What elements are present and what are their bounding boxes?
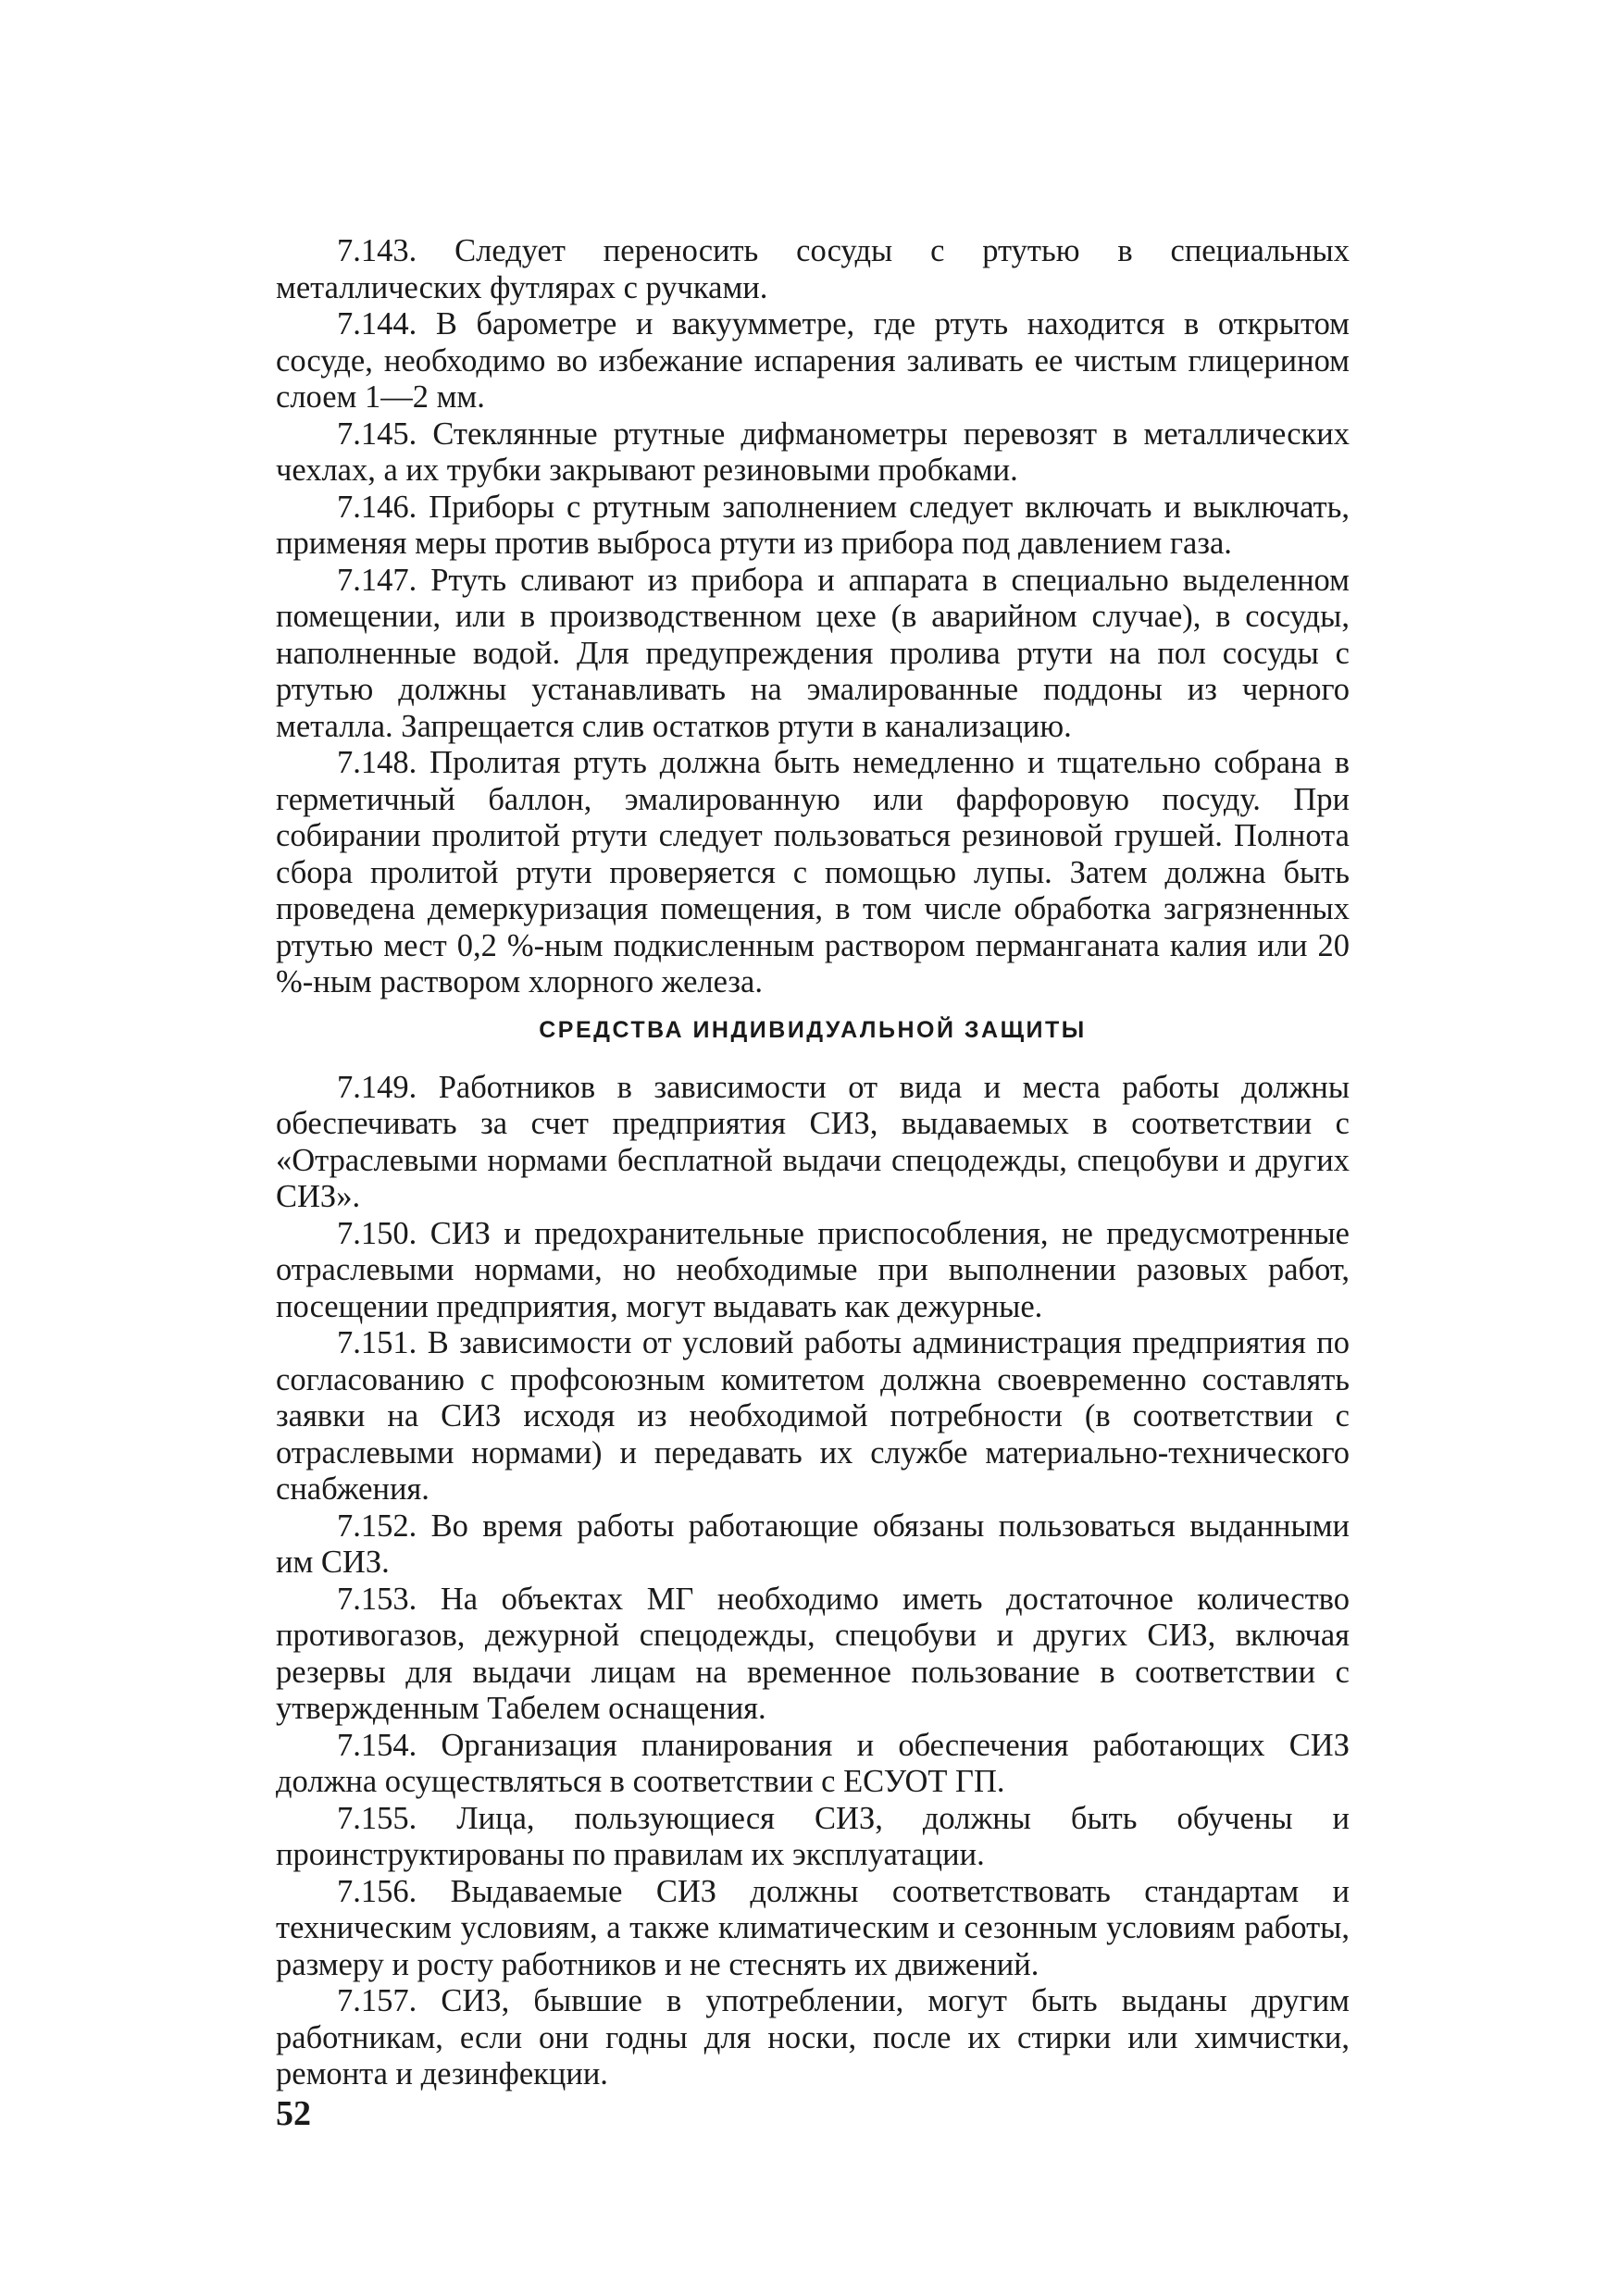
paragraph-7-156: 7.156. Выдаваемые СИЗ должны соответствовать стандартам и техническим условиям, а также климатическим и сезонным условиям работы, размеру и росту работников и не стеснять их движений. — [276, 1873, 1350, 1982]
paragraph-7-153: 7.153. На объектах МГ необходимо иметь достаточное количество противогазов, дежурной спецодежды, спецобуви и других СИЗ, включая резервы для выдачи лицам на временное пользование в соответствии с утвержденным Табелем оснащения. — [276, 1581, 1350, 1726]
section-heading: СРЕДСТВА ИНДИВИДУАЛЬНОЙ ЗАЩИТЫ — [539, 1016, 1087, 1043]
paragraph-7-147: 7.147. Ртуть сливают из прибора и аппарата в специально выделенном помещении, или в производственном цехе (в аварийном случае), в сосуды, наполненные водой. Для предупреждения пролива ртути на пол сосуды с ртутью должны устанавливать на эмалированные поддоны из черного металла. Запрещается слив остатков ртути в канализацию. — [276, 562, 1350, 744]
paragraph-7-145: 7.145. Стеклянные ртутные дифманометры перевозят в металлических чехлах, а их трубки закрывают резиновыми пробками. — [276, 416, 1350, 488]
paragraph-7-143: 7.143. Следует переносить сосуды с ртутью в специальных металлических футлярах с ручками. — [276, 233, 1350, 305]
page-body — [276, 233, 1350, 2093]
paragraph-7-146: 7.146. Приборы с ртутным заполнением следует включать и выключать, применяя меры против выброса ртути из прибора под давлением газа. — [276, 489, 1350, 561]
paragraph-7-157: 7.157. СИЗ, бывшие в употреблении, могут быть выданы другим работникам, если они годны для носки, после их стирки или химчистки, ремонта и дезинфекции. — [276, 1983, 1350, 2091]
paragraph-7-155: 7.155. Лица, пользующиеся СИЗ, должны быть обучены и проинструктированы по правилам их эксплуатации. — [276, 1800, 1350, 1872]
paragraph-7-152: 7.152. Во время работы работающие обязаны пользоваться выданными им СИЗ. — [276, 1508, 1350, 1580]
paragraph-7-144: 7.144. В барометре и вакуумметре, где ртуть находится в открытом сосуде, необходимо во избежание испарения заливать ее чистым глицерином слоем 1—2 мм. — [276, 306, 1350, 415]
page-number: 52 — [276, 2094, 311, 2133]
paragraph-7-148: 7.148. Пролитая ртуть должна быть немедленно и тщательно собрана в герметичный баллон, эмалированную или фарфоровую посуду. При собирании пролитой ртути следует пользоваться резиновой грушей. Полнота сбора пролитой ртути проверяется с помощью лупы. Затем должна быть проведена демеркуризация помещения, в том числе обработка загрязненных ртутью мест 0,2 %-ным подкисленным раствором перманганата калия или 20 %-ным раствором хлорного железа. — [276, 745, 1350, 999]
paragraph-7-154: 7.154. Организация планирования и обеспечения работающих СИЗ должна осуществляться в соответствии с ЕСУОТ ГП. — [276, 1727, 1350, 1799]
paragraph-7-151: 7.151. В зависимости от условий работы администрация предприятия по согласованию с профсоюзным комитетом должна своевременно составлять заявки на СИЗ исходя из необходимой потребности (в соответствии с отраслевыми нормами) и передавать их службе материально-технического снабжения. — [276, 1325, 1350, 1507]
paragraph-7-149: 7.149. Работников в зависимости от вида и места работы должны обеспечивать за счет предприятия СИЗ, выдаваемых в соответствии с «Отраслевыми нормами бесплатной выдачи спецодежды, спецобуви и других СИЗ». — [276, 1069, 1350, 1214]
paragraph-7-150: 7.150. СИЗ и предохранительные приспособления, не предусмотренные отраслевыми нормами, но необходимые при выполнении разовых работ, посещении предприятия, могут выдавать как дежурные. — [276, 1215, 1350, 1324]
